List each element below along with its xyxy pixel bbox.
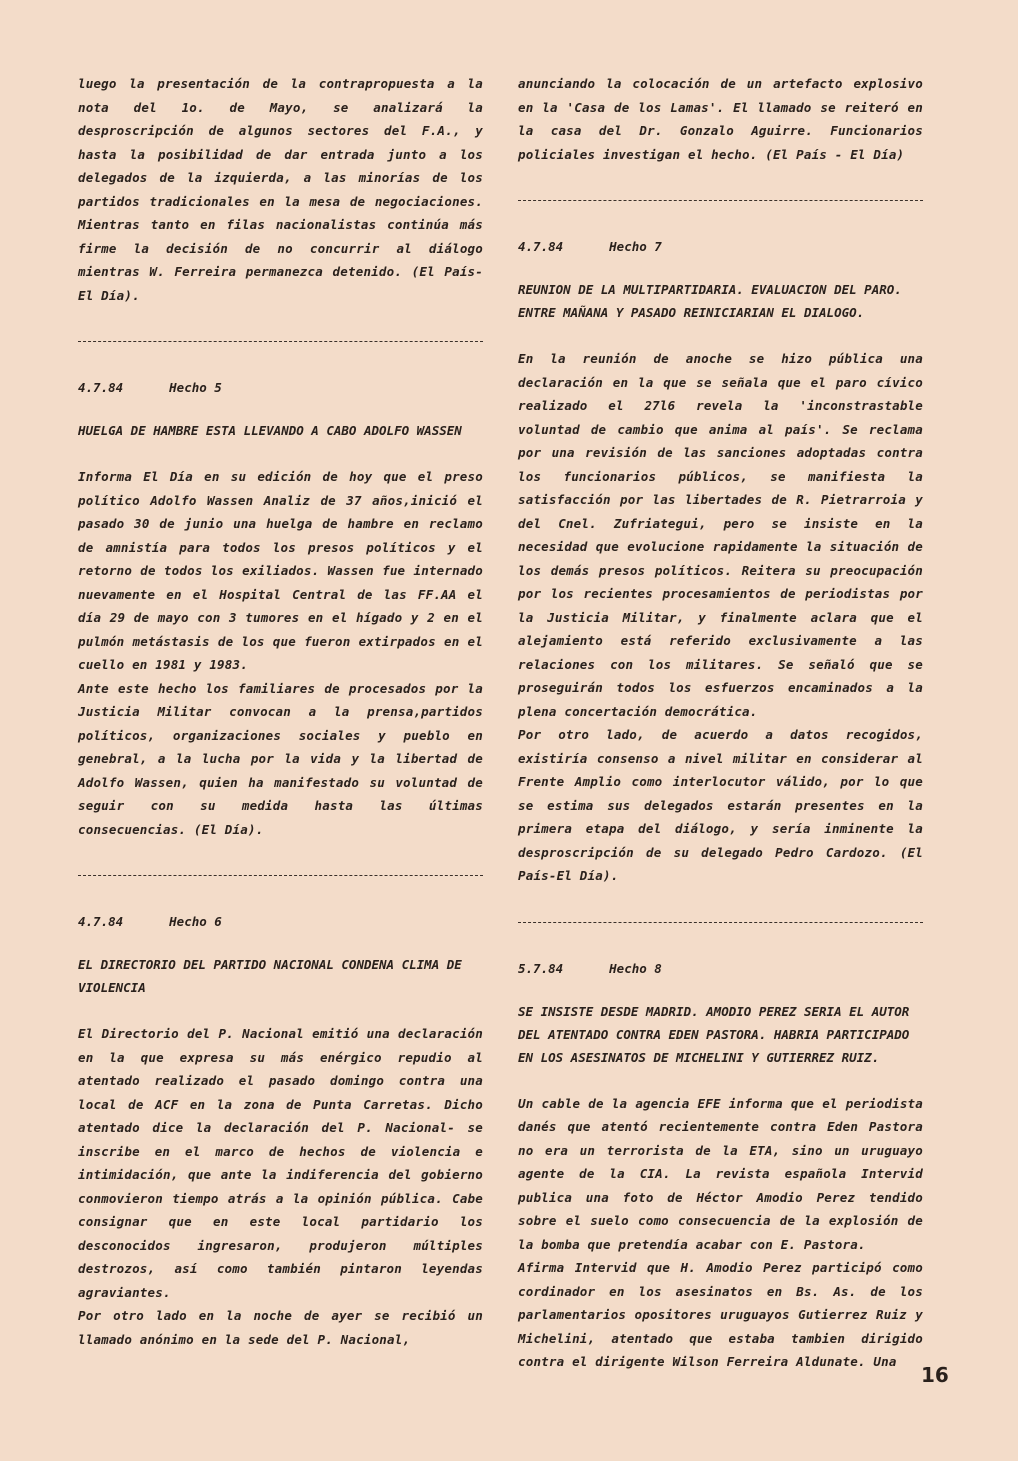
hecho-7-title: REUNION DE LA MULTIPARTIDARIA. EVALUACION DEL PARO. ENTRE MAÑANA Y PASADO REINICIARIAN EL DIALOGO. <box>518 282 902 320</box>
hecho-5-paragraph-1: Informa El Día en su edición de hoy que el preso político Adolfo Wassen Analiz de 37 años,inició el pasado 30 de junio una huelga de hambre en reclamo de amnistía para todos los presos políticos y el retorno de todos los exiliados. Wassen fue internado nuevamente en el Hospital Central de las FF.AA el día 29 de mayo con 3 tumores en el hígado y 2 en el pulmón metástasis de los que fueron extirpados en el cuello en 1981 y 1983. <box>78 469 483 672</box>
hecho-6-header <box>78 910 483 933</box>
hecho-8-date: 5.7.84 <box>518 960 564 976</box>
hecho-6-paragraph-2: Por otro lado en la noche de ayer se recibió un llamado anónimo en la sede del P. Nacional, <box>78 1308 483 1347</box>
hecho-5-header <box>78 376 483 399</box>
right-column <box>518 72 923 1374</box>
left-column <box>78 72 483 1351</box>
right-intro-paragraph: anunciando la colocación de un artefacto explosivo en la 'Casa de los Lamas'. El llamado se reiteró en la casa del Dr. Gonzalo Aguirre. Funcionarios policiales investigan el hecho. (El País - El Día) <box>518 76 923 162</box>
hecho-6-date: 4.7.84 <box>78 914 124 929</box>
hecho-7-paragraph-2: Por otro lado, de acuerdo a datos recogidos, existiría consenso a nivel militar en considerar al Frente Amplio como interlocutor válido, por lo que se estima sus delegados estarán presentes en la primera etapa del diálogo, y sería inminente la desproscripción de su delegado Pedro Cardozo. (El País-El Día). <box>518 727 923 883</box>
hecho-6-paragraph-1: El Directorio del P. Nacional emitió una declaración en la que expresa su más enérgico repudio al atentado realizado el pasado domingo contra una local de ACF en la zona de Punta Carretas. Dicho atentado dice la declaración del P. Nacional- se inscribe en el marco de hechos de violencia e intimidación, que ante la indiferencia del gobierno conmovieron tiempo atrás a la opinión pública. Cabe consignar que en este local partidario los desconocidos ingresaron, produjeron múltiples destrozos, así como también pintaron leyendas agraviantes. <box>78 1026 483 1300</box>
dashed-separator <box>78 875 483 876</box>
hecho-6-title: EL DIRECTORIO DEL PARTIDO NACIONAL CONDENA CLIMA DE VIOLENCIA <box>78 957 462 995</box>
hecho-8-header <box>518 957 923 980</box>
hecho-5-paragraph-2: Ante este hecho los familiares de procesados por la Justicia Militar convocan a la prensa,partidos políticos, organizaciones sociales y pueblo en genebral, a la lucha por la vida y la libertad de Adolfo Wassen, quien ha manifestado su voluntad de seguir con su medida hasta las últimas consecuencias. (El Día). <box>78 680 483 837</box>
dashed-separator <box>518 200 923 201</box>
hecho-5-label: Hecho 5 <box>169 380 222 395</box>
hecho-8-paragraph-2: Afirma Intervid que H. Amodio Perez participó como cordinador en los asesinatos en Bs. As. de los parlamentarios opositores uruguayos Gutierrez Ruiz y Michelini, atentado que estaba tambien dirigido contra el dirigente Wilson Ferreira Aldunate. Una <box>518 1260 923 1369</box>
left-intro-paragraph: luego la presentación de la contrapropuesta a la nota del 1o. de Mayo, se analizará la desproscripción de algunos sectores del F.A., y hasta la posibilidad de dar entrada junto a los delegados de la izquierda, a las minorías de los partidos tradicionales en la mesa de negociaciones. Mientras tanto en filas nacionalistas continúa más firme la decisión de no concurrir al diálogo mientras W. Ferreira permanezca detenido. (El País-El Día). <box>78 76 483 303</box>
hecho-7-header <box>518 235 923 258</box>
hecho-7-paragraph-1: En la reunión de anoche se hizo pública una declaración en la que se señala que el paro cívico realizado el 27l6 revela la 'inconstrastable voluntad de cambio que anima al país'. Se reclama por una revisión de las sanciones adoptadas contra los funcionarios públicos, se manifiesta la satisfacción por las libertades de R. Pietrarroia y del Cnel. Zufriategui, pero se insiste en la necesidad que evolucione rapidamente la situación de los demás presos políticos. Reitera su preocupación por los recientes procesamientos de periodistas por la Justicia Militar, y finalmente aclara que el alejamiento está referido exclusivamente a las relaciones con los militares. Se señaló que se proseguirán todos los esfuerzos encaminados a la plena concertación democrática. <box>518 351 923 719</box>
hecho-5-date: 4.7.84 <box>78 380 124 395</box>
hecho-7-date: 4.7.84 <box>518 239 564 254</box>
hecho-7-label: Hecho 7 <box>609 239 662 254</box>
dashed-separator <box>78 341 483 342</box>
hecho-8-paragraph-1: Un cable de la agencia EFE informa que el periodista danés que atentó recientemente contra Eden Pastora no era un terrorista de la ETA, sino un uruguayo agente de la CIA. La revista española Intervid publica una foto de Héctor Amodio Perez tendido sobre el suelo como consecuencia de la explosión de la bomba que pretendía acabar con E. Pastora. <box>518 1095 923 1252</box>
hecho-8-title: SE INSISTE DESDE MADRID. AMODIO PEREZ SERIA EL AUTOR DEL ATENTADO CONTRA EDEN PASTORA. HABRIA PARTICIPADO EN LOS ASESINATOS DE MICHELINI Y GUTIERREZ RUIZ. <box>518 1003 910 1065</box>
hecho-6-label: Hecho 6 <box>169 914 222 929</box>
hecho-5-title: HUELGA DE HAMBRE ESTA LLEVANDO A CABO ADOLFO WASSEN <box>78 423 462 438</box>
dashed-separator <box>518 922 923 923</box>
hecho-8-label: Hecho 8 <box>609 960 662 976</box>
page-number: 16 <box>921 1363 949 1387</box>
